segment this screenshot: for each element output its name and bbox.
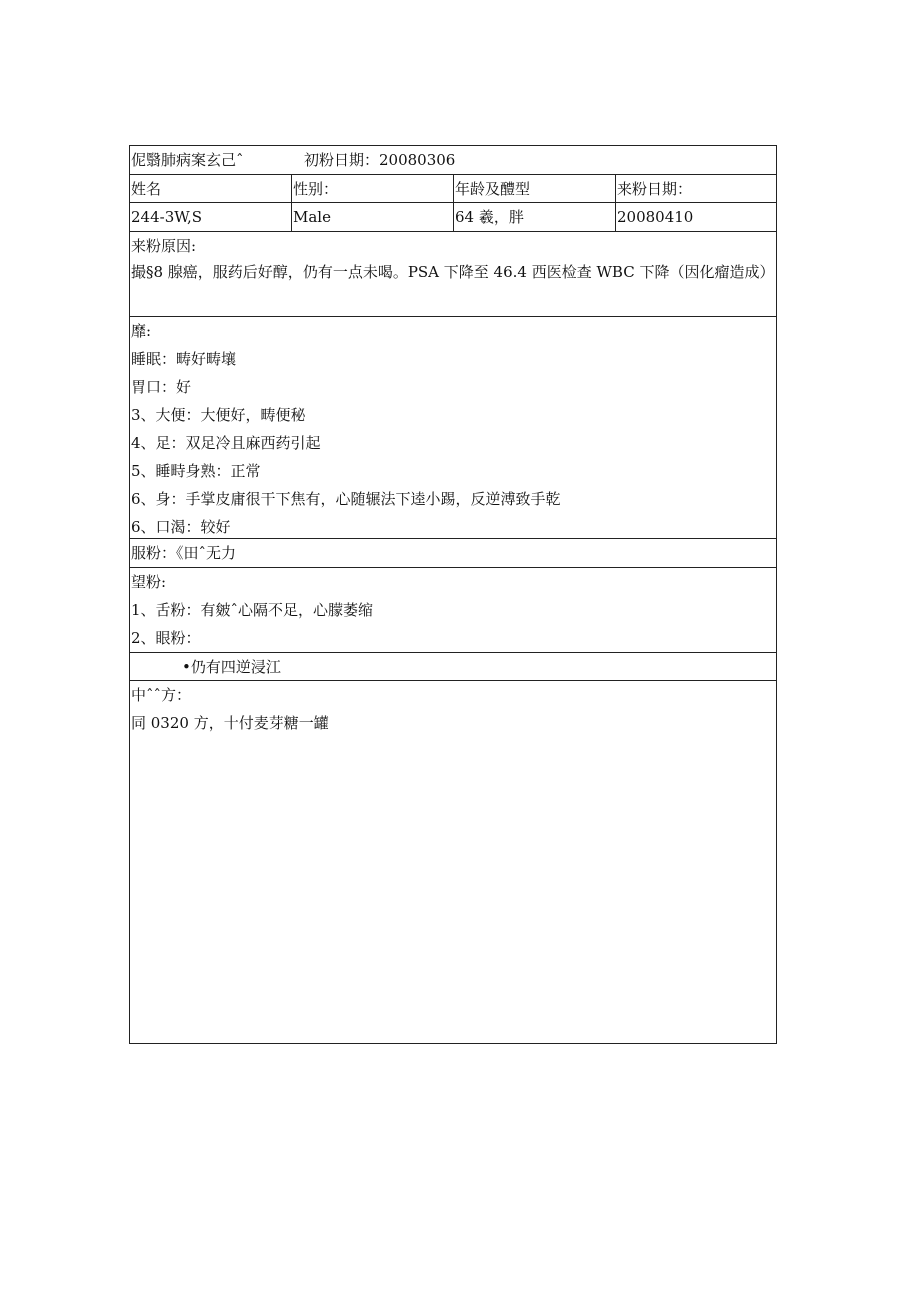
observation-section bbox=[130, 568, 776, 653]
inquiry-thirst: 6、口渴：较好 bbox=[131, 518, 231, 536]
prescription-label: 中ˆˆ方： bbox=[131, 686, 192, 704]
inquiry-body-heat: 5、睡畤身熟：正常 bbox=[131, 462, 261, 480]
pulse-text: 服粉：《田ˆ无力 bbox=[131, 544, 237, 562]
inquiry-feet: 4、足：双足冷且麻西药引起 bbox=[131, 434, 321, 452]
inquiry-section bbox=[130, 317, 776, 539]
gender-value-cell bbox=[291, 203, 453, 231]
header-row bbox=[130, 146, 776, 175]
gender-header: 性别： bbox=[293, 180, 339, 198]
visit-date-value: 20080410 bbox=[617, 208, 694, 226]
note-text: •仍有四逆浸江 bbox=[182, 658, 281, 676]
visit-date-value-cell bbox=[615, 203, 776, 231]
prescription-section bbox=[130, 681, 776, 1043]
age-value: 64 羲，胖 bbox=[455, 208, 524, 226]
age-value-cell bbox=[453, 203, 615, 231]
reason-section bbox=[130, 232, 776, 317]
gender-header-cell bbox=[291, 175, 453, 202]
name-value: 244-3W,S bbox=[131, 208, 203, 226]
case-record-table bbox=[129, 145, 777, 1044]
observation-label: 望粉: bbox=[131, 573, 167, 591]
prescription-text: 同 0320 方，十付麦芽糖一罐 bbox=[131, 714, 329, 732]
inquiry-label: 靡: bbox=[131, 322, 152, 340]
visit-date-header: 来粉日期： bbox=[617, 180, 693, 198]
inquiry-stool: 3、大便：大便好，畴便秘 bbox=[131, 406, 306, 424]
reason-text: 撮§8 腺癌，服药后好醇，仍有一点未喝。PSA 下降至 46.4 西医检查 WBC 下降（因化瘤造成） bbox=[131, 263, 775, 281]
visit-date-header-cell bbox=[615, 175, 776, 202]
observation-eyes: 2、眼粉： bbox=[131, 629, 201, 647]
name-header: 姓名 bbox=[131, 180, 162, 198]
note-row bbox=[130, 653, 776, 681]
age-header-cell bbox=[453, 175, 615, 202]
reason-label: 来粉原因: bbox=[131, 237, 197, 255]
name-header-cell bbox=[130, 175, 291, 202]
first-visit-date: 初粉日期：20080306 bbox=[304, 151, 456, 169]
inquiry-body: 6、身：手掌皮庸很干下焦有，心随辗法下逵小踢，反逆溥致手乾 bbox=[131, 490, 561, 508]
info-header-row bbox=[130, 175, 776, 203]
pulse-section bbox=[130, 539, 776, 568]
inquiry-appetite: 胃口：好 bbox=[131, 378, 192, 396]
gender-value: Male bbox=[293, 208, 331, 226]
name-value-cell bbox=[130, 203, 291, 231]
record-title: 伲翳肺病案玄己ˆ bbox=[131, 151, 244, 169]
age-header: 年龄及醴型 bbox=[455, 180, 531, 198]
inquiry-sleep: 睡眠：畴好畴壤 bbox=[131, 350, 237, 368]
info-value-row bbox=[130, 203, 776, 232]
observation-tongue: 1、舌粉：有皴ˆ心隔不足，心朦萎缩 bbox=[131, 601, 374, 619]
